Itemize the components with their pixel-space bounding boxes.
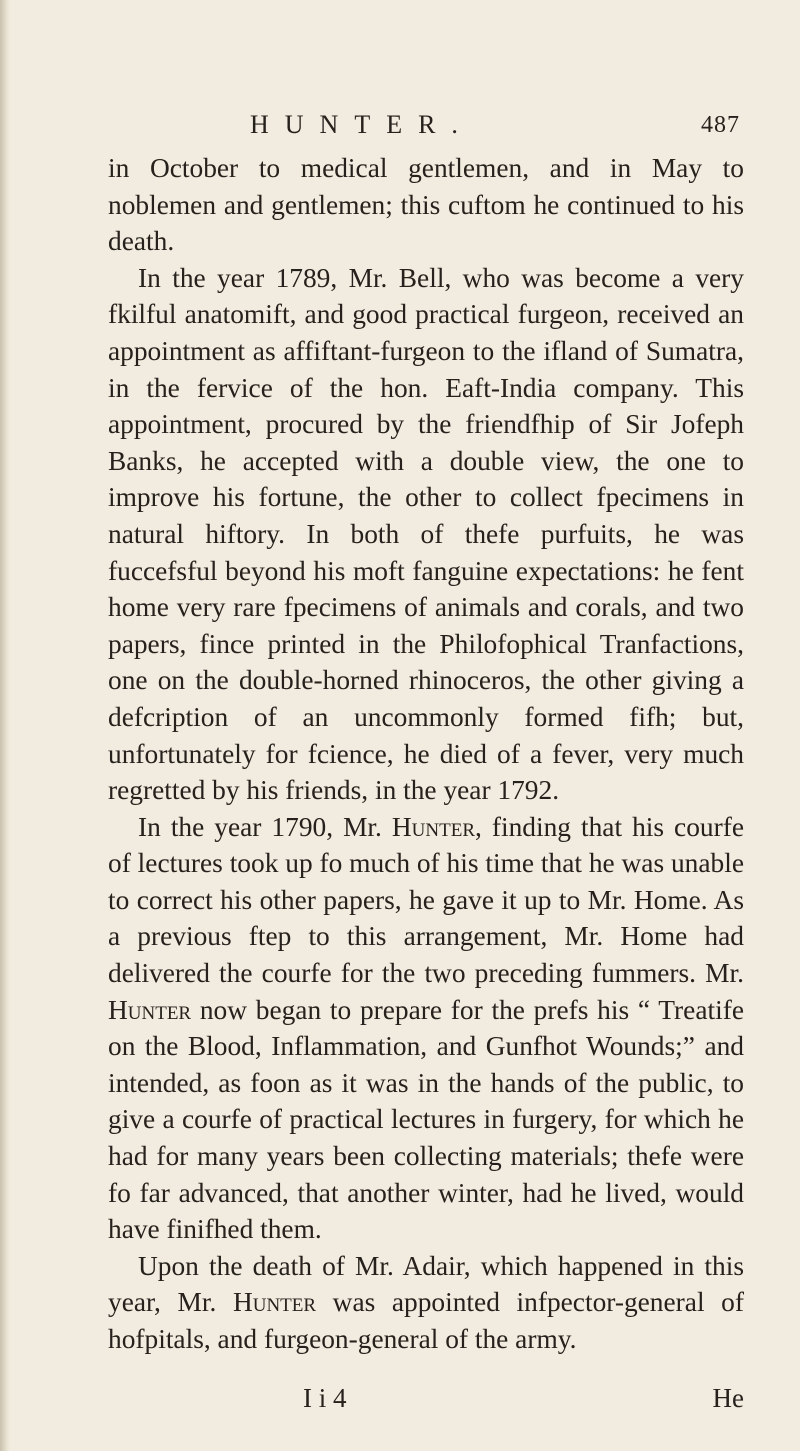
- body-text: [108, 150, 744, 1358]
- text-run: Upon the death of Mr. Adair, which happened in this year, Mr.: [108, 1250, 744, 1318]
- signature-mark: I i 4: [303, 1383, 347, 1413]
- text-run: in October to medical gentlemen, and in May to noblemen and gentlemen; this cuftom he continued to his death.: [108, 153, 744, 257]
- paragraph-lectures: [108, 809, 744, 1248]
- text-run: In the year 1790, Mr.: [138, 811, 392, 842]
- text-run: In the year 1789, Mr. Bell, who was become a very fkilful anatomift, and good practical furgeon, received an appointment as affiftant-furgeon to the ifland of Sumatra, in the fervice of the hon. Eaft-India company. This appointment, procured by the friendfhip of Sir Jofeph Banks, he accepted with a double view, the one to improve his fortune, the other to collect fpecimens in natural hiftory. In both of thefe purfuits, he was fuccefsful beyond his moft fanguine expectations: he fent home very rare fpecimens of animals and corals, and two papers, fince printed in the Philofophical Tranfactions, one on the double-horned rhinoceros, the other giving a defcription of an uncommonly formed fifh; but, unfortunately for fcience, he died of a fever, very much regretted by his friends, in the year 1792.: [108, 262, 744, 806]
- page-edge-shadow: [0, 0, 10, 1451]
- running-header: [250, 110, 740, 140]
- name-small-caps: Hunter: [391, 811, 475, 842]
- name-small-caps: Hunter: [108, 994, 192, 1025]
- page-number: 487: [701, 112, 740, 138]
- text-run: was appointed infpector-general of hofpitals, and furgeon-general of the army.: [108, 1287, 744, 1354]
- text-run: now began to prepare for the prefs his “ Treatife on the Blood, Inflammation, and Gunfhot Wounds;” and intended, as foon as it was in the hands of the public, to give a courfe of practical lectures in furgery, for which he had for many years been collecting materials; thefe were fo far advanced, that another winter, had he lived, would have finifhed them.: [108, 994, 744, 1245]
- running-title: HUNTER.: [250, 110, 474, 139]
- paragraph-adair: [108, 1248, 744, 1358]
- paragraph-bell: [108, 260, 744, 809]
- name-small-caps: Hunter: [232, 1287, 317, 1318]
- text-run: , finding that his courfe of lectures took up fo much of his time that he was unable to correct his other papers, he gave it up to Mr. Home. As a previous ftep to this arrangement, Mr. Home had delivered the courfe for the two preceding fummers. Mr.: [108, 811, 744, 989]
- paragraph-continued: [108, 150, 744, 260]
- catchword: He: [712, 1383, 744, 1413]
